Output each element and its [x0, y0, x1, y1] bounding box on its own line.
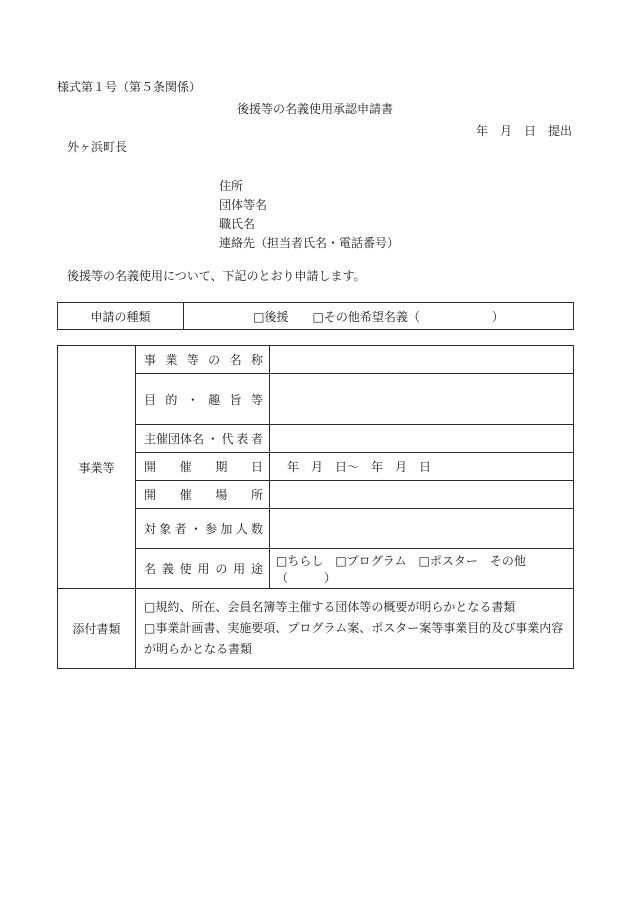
spread-label: 開 催 場 所 [144, 488, 263, 502]
form-number: 様式第１号（第５条関係） [57, 80, 202, 94]
project-group-label: 事業等 [58, 346, 136, 589]
table-row [58, 549, 574, 589]
table-row [58, 509, 574, 549]
row-label-usage [136, 549, 270, 589]
submission-date-line: 年 月 日 提出 [475, 124, 572, 138]
applicant-organization-label: 団体等名 [219, 198, 268, 212]
project-participants-value[interactable] [270, 509, 574, 549]
spread-label: 主催団体名 ・ 代 表 者 [144, 432, 263, 446]
request-type-table [57, 302, 574, 330]
request-type-label: 申請の種類 [58, 303, 184, 330]
project-usage-value[interactable]: □ちらし □プログラム □ポスター その他（ ） [270, 549, 574, 589]
addressee: 外ヶ浜町長 [67, 140, 128, 154]
row-label-venue [136, 481, 270, 509]
applicant-name-label: 職氏名 [219, 217, 256, 231]
attachments-label: 添付書類 [58, 589, 136, 669]
row-label-purpose [136, 374, 270, 425]
table-row [58, 589, 574, 669]
table-row [58, 374, 574, 425]
spread-label: 名 義 使 用 の 用 途 [144, 562, 263, 576]
project-purpose-value[interactable] [270, 374, 574, 425]
applicant-contact-label: 連絡先（担当者氏名・電話番号） [219, 236, 400, 250]
table-row [58, 481, 574, 509]
spread-label: 対 象 者 ・ 参 加 人 数 [144, 522, 263, 536]
project-venue-value[interactable] [270, 481, 574, 509]
document-title: 後援等の名義使用承認申請書 [236, 102, 393, 116]
attachment-item-project-docs[interactable]: □事業計画書、実施要項、プログラム案、ポスター案等事業目的及び事業内容が明らかとなる書類 [144, 621, 564, 656]
attachments-list [136, 589, 574, 669]
spread-label: 事 業 等 の 名 称 [144, 353, 263, 367]
request-type-options[interactable]: □後援 □その他希望名義（ ） [184, 303, 574, 330]
table-row [58, 425, 574, 453]
project-name-value[interactable] [270, 346, 574, 374]
applicant-address-label: 住所 [219, 179, 244, 193]
table-row [58, 453, 574, 481]
row-label-date [136, 453, 270, 481]
project-date-value[interactable]: 年 月 日〜 年 月 日 [270, 453, 574, 481]
spread-label: 開 催 期 日 [144, 460, 263, 474]
row-label-participants [136, 509, 270, 549]
spread-label: 目 的 ・ 趣 旨 等 [144, 392, 263, 407]
intro-text: 後援等の名義使用について、下記のとおり申請します。 [67, 269, 366, 283]
project-organizer-value[interactable] [270, 425, 574, 453]
row-label-name [136, 346, 270, 374]
row-label-organizer [136, 425, 270, 453]
table-row [58, 346, 574, 374]
project-table [57, 345, 574, 669]
attachment-item-organization-docs[interactable]: □規約、所在、会員名簿等主催する団体等の概要が明らかとなる書類 [144, 600, 516, 614]
